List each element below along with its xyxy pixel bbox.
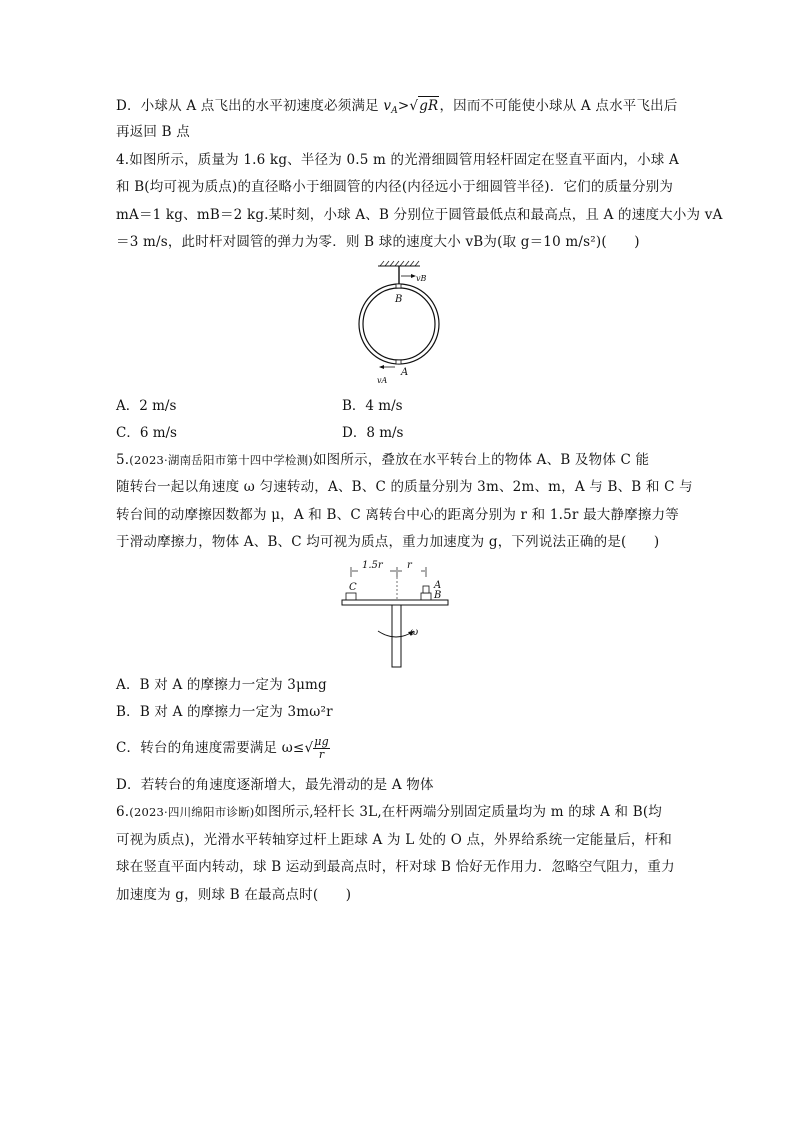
q4-ring-figure xyxy=(340,258,460,388)
q5-option-c: C．转台的角速度需要满足 ω≤√ $\frac{\mu g}{r}$ xyxy=(116,735,329,761)
q5-option-b: B．B 对 A 的摩擦力一定为 3mω²r xyxy=(116,704,333,720)
q4-vA-arrow xyxy=(378,362,398,372)
q5-label-C: C xyxy=(349,582,357,593)
q4-label-vB: vB xyxy=(416,274,427,283)
q3-option-d-line1: D．小球从 A 点飞出的水平初速度必须满足 $v_A>√gR$，因而不可能使小球从 A 点水平飞出后 xyxy=(116,98,678,116)
q5-option-d: D．若转台的角速度逐渐增大，最先滑动的是 A 物体 xyxy=(116,777,434,793)
q5-text-line1: 5.(2023·湖南岳阳市第十四中学检测)如图所示，叠放在水平转台上的物体 A、B 及物体 C 能 xyxy=(116,452,650,468)
q5-label-B: B xyxy=(434,590,442,601)
q5-label-A: A xyxy=(434,580,442,591)
q5-turntable-figure xyxy=(338,555,453,670)
q6-text-line2: 可视为质点)，光滑水平转轴穿过杆上距球 A 为 L 处的 O 点，外界给系统一定能量后，杆和 xyxy=(116,832,672,848)
q4-text-line2: 和 B(均可视为质点)的直径略小于细圆管的内径(内径远小于细圆管半径)．它们的质量分别为 xyxy=(116,179,674,195)
sqrt-gr: gR xyxy=(419,98,439,114)
q5-text-line2: 随转台一起以角速度 ω 匀速转动，A、B、C 的质量分别为 3m、2m、m，A 与 B、B 和 C 与 xyxy=(116,479,693,495)
q4-option-a: A．2 m/s xyxy=(116,398,177,414)
q5-fraction: $\frac{\mu g}{r}$ xyxy=(314,735,329,761)
q4-option-b: B．4 m/s xyxy=(342,398,403,414)
q6-text-line4: 加速度为 g，则球 B 在最高点时( ) xyxy=(116,887,352,903)
q4-label-A: A xyxy=(401,367,409,378)
q4-text-line3: mA＝1 kg、mB＝2 kg.某时刻，小球 A、B 分别位于圆管最低点和最高点，且 A 的速度大小为 vA xyxy=(116,207,723,223)
q3-option-d-line2: 再返回 B 点 xyxy=(116,124,190,140)
q6-text-line3: 球在竖直平面内转动，球 B 运动到最高点时，杆对球 B 恰好无作用力．忽略空气阻力，重力 xyxy=(116,859,675,875)
q5-text-line4: 于滑动摩擦力，物体 A、B、C 均可视为质点，重力加速度为 g，下列说法正确的是( ) xyxy=(116,534,660,550)
q5-label-omega: ω xyxy=(410,627,419,638)
q4-option-c: C．6 m/s xyxy=(116,425,177,441)
q5-text-line3: 转台间的动摩擦因数都为 μ，A 和 B、C 离转台中心的距离分别为 r 和 1.5r 最大静摩擦力等 xyxy=(116,507,679,523)
q4-option-d: D．8 m/s xyxy=(342,425,404,441)
q6-source: (2023·四川绵阳市诊断) xyxy=(129,805,255,819)
q4-text-line4: ＝3 m/s，此时杆对圆管的弹力为零．则 B 球的速度大小 vB为(取 g＝10 m/s²)( ) xyxy=(116,234,640,250)
q6-text-line1: 6.(2023·四川绵阳市诊断)如图所示,轻杆长 3L,在杆两端分别固定质量均为 m 的球 A 和 B(均 xyxy=(116,804,663,820)
q5-source: (2023·湖南岳阳市第十四中学检测) xyxy=(129,453,313,467)
q4-text-line1: 4.如图所示，质量为 1.6 kg、半径为 0.5 m 的光滑细圆管用轻杆固定在竖直平面内，小球 A xyxy=(116,152,679,168)
q5-label-1-5r: 1.5r xyxy=(362,560,383,571)
q5-option-a: A．B 对 A 的摩擦力一定为 3μmg xyxy=(116,677,327,693)
q5-label-r: r xyxy=(407,560,412,571)
q4-label-vA: vA xyxy=(377,376,388,385)
q4-label-B: B xyxy=(395,294,403,305)
